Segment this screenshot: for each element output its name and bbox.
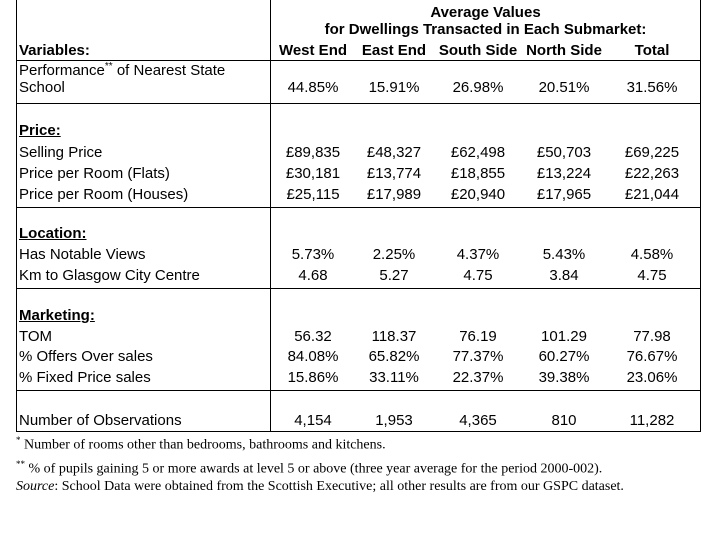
cell: £48,327	[366, 144, 422, 161]
marketing-heading: Marketing:	[19, 307, 95, 324]
row-label: Has Notable Views	[19, 246, 146, 263]
footnote-pupils: ** % of pupils gaining 5 or more awards at level 5 or above (three year average for the period 2000-002).	[16, 458, 603, 477]
table-row	[17, 143, 700, 163]
cell: 4.58%	[630, 246, 674, 263]
cell: 22.37%	[452, 369, 504, 386]
cell: 4.37%	[456, 246, 500, 263]
section-rule	[17, 288, 700, 289]
cell: 33.11%	[369, 369, 419, 386]
row-label: % Offers Over sales	[19, 348, 153, 365]
col-west-end: West End	[278, 42, 348, 59]
cell: 56.32	[294, 328, 332, 345]
submarket-averages-table	[16, 0, 701, 432]
school-label-line2: School	[19, 79, 65, 96]
cell: 23.06%	[626, 369, 678, 386]
table-row	[17, 185, 700, 205]
cell: £17,989	[366, 186, 422, 203]
cell: £30,181	[285, 165, 341, 182]
school-label-line1: Performance** of Nearest State	[19, 61, 226, 79]
cell: 26.98%	[452, 79, 504, 96]
row-label: Price per Room (Flats)	[19, 165, 170, 182]
cell: 76.67%	[626, 348, 678, 365]
cell: 15.86%	[287, 369, 339, 386]
cell: 15.91%	[368, 79, 420, 96]
section-rule	[17, 207, 700, 208]
table-notes	[16, 431, 706, 496]
cell: 3.84	[549, 267, 579, 284]
cell: 65.82%	[368, 348, 420, 365]
cell: 4.68	[298, 267, 328, 284]
cell: 5.27	[379, 267, 409, 284]
footnote-rooms: * Number of rooms other than bedrooms, bathrooms and kitchens.	[16, 435, 386, 453]
cell: 101.29	[541, 328, 587, 345]
cell: £21,044	[624, 186, 680, 203]
cell: 1,953	[375, 412, 413, 429]
table-row	[17, 327, 700, 347]
cell: 4.75	[637, 267, 667, 284]
cell: £13,224	[536, 165, 592, 182]
cell: 77.98	[633, 328, 671, 345]
col-east-end: East End	[361, 42, 427, 59]
cell: 5.73%	[291, 246, 335, 263]
table-title-line2: for Dwellings Transacted in Each Submarket:	[324, 21, 647, 38]
col-total: Total	[634, 42, 670, 59]
location-heading: Location:	[19, 225, 87, 242]
table-row	[17, 368, 700, 388]
price-heading-row	[17, 121, 700, 141]
cell: £25,115	[286, 186, 340, 203]
school-row	[17, 78, 700, 98]
table-row	[17, 266, 700, 286]
variables-header: Variables:	[19, 42, 90, 59]
cell: £20,940	[450, 186, 506, 203]
section-rule	[17, 103, 700, 104]
cell: 2.25%	[372, 246, 416, 263]
cell: 810	[551, 412, 577, 429]
cell: £62,498	[450, 144, 506, 161]
row-label: Selling Price	[19, 144, 103, 161]
cell: £13,774	[366, 165, 422, 182]
marketing-heading-row	[17, 306, 700, 326]
cell: £50,703	[536, 144, 592, 161]
cell: 60.27%	[538, 348, 590, 365]
cell: 31.56%	[626, 79, 678, 96]
table-row	[17, 164, 700, 184]
cell: 84.08%	[287, 348, 339, 365]
col-south-side: South Side	[438, 42, 518, 59]
cell: 39.38%	[538, 369, 590, 386]
cell: 4.75	[463, 267, 493, 284]
table-row	[17, 347, 700, 367]
cell: 11,282	[629, 412, 675, 429]
cell: £17,965	[536, 186, 592, 203]
cell: 20.51%	[538, 79, 590, 96]
cell: 118.37	[371, 328, 417, 345]
row-label: Number of Observations	[19, 412, 182, 429]
cell: £22,263	[624, 165, 680, 182]
table-title-line1: Average Values	[430, 4, 541, 21]
cell: 44.85%	[287, 79, 339, 96]
cell: 76.19	[459, 328, 497, 345]
cell: 77.37%	[452, 348, 504, 365]
row-label: Price per Room (Houses)	[19, 186, 189, 203]
observations-row	[17, 411, 700, 431]
row-label: TOM	[19, 328, 53, 345]
cell: £18,855	[450, 165, 506, 182]
row-label: % Fixed Price sales	[19, 369, 151, 386]
cell: 4,365	[459, 412, 497, 429]
cell: 4,154	[294, 412, 332, 429]
section-rule	[17, 390, 700, 391]
column-header-row	[17, 41, 700, 61]
price-heading: Price:	[19, 122, 61, 139]
cell: £69,225	[624, 144, 680, 161]
row-label: Km to Glasgow City Centre	[19, 267, 200, 284]
cell: £89,835	[285, 144, 341, 161]
cell: 5.43%	[542, 246, 586, 263]
col-north-side: North Side	[526, 42, 602, 59]
table-row	[17, 245, 700, 265]
location-heading-row	[17, 224, 700, 244]
source-note: Source: School Data were obtained from the Scottish Executive; all other results are from our GSPC dataset.	[16, 479, 624, 495]
